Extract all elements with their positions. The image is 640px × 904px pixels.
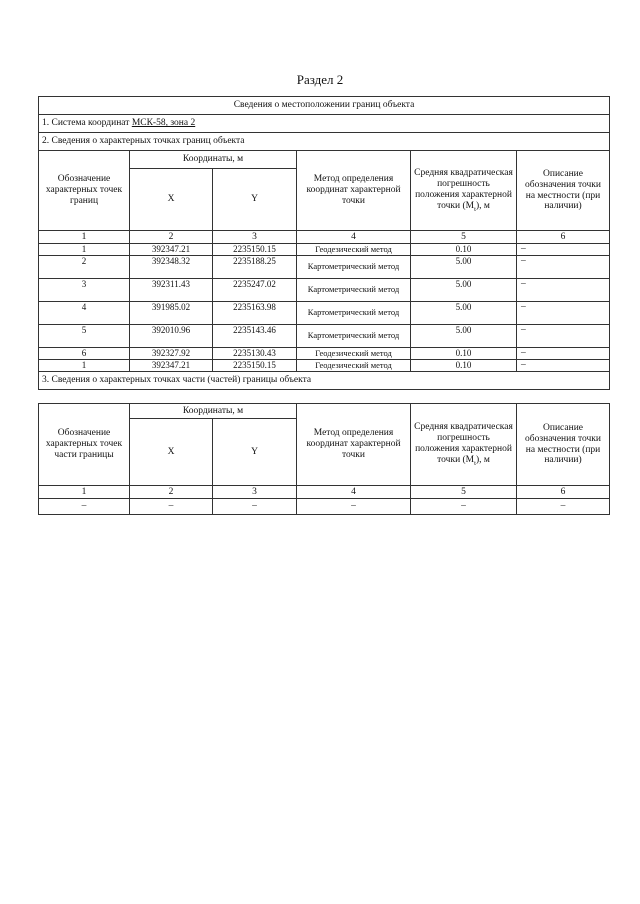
header-error — [411, 404, 517, 486]
point-error: 0.10 — [411, 360, 517, 372]
point-description: – — [517, 279, 610, 302]
point-method: Геодезический метод — [297, 360, 411, 372]
column-number: 5 — [411, 486, 517, 499]
point-error: 5.00 — [411, 325, 517, 348]
table-caption: Сведения о местоположении границ объекта — [39, 97, 610, 115]
header-designation: Обозначение характерных точек части границы — [39, 404, 130, 486]
header-x: X — [130, 169, 213, 231]
header-error-text: Средняя квадратическая погрешность положения характерной точки (M — [414, 167, 513, 211]
point-number: 3 — [39, 279, 130, 302]
point-y: 2235130.43 — [213, 348, 297, 360]
column-number: 2 — [130, 231, 213, 244]
point-y: 2235163.98 — [213, 302, 297, 325]
point-number: 1 — [39, 244, 130, 256]
point-x: 392311.43 — [130, 279, 213, 302]
point-x: 392327.92 — [130, 348, 213, 360]
point-method: Картометрический метод — [297, 256, 411, 279]
section-3-heading: 3. Сведения о характерных точках части (частей) границы объекта — [39, 372, 610, 390]
column-number: 4 — [297, 231, 411, 244]
point-error: 5.00 — [411, 302, 517, 325]
point-number: 5 — [39, 325, 130, 348]
header-coordinates: Координаты, м — [130, 404, 297, 419]
header-error-tail: ), м — [475, 200, 490, 211]
point-description: – — [517, 244, 610, 256]
empty-cell: – — [130, 499, 213, 515]
table-row — [39, 348, 610, 360]
header-designation: Обозначение характерных точек границ — [39, 151, 130, 231]
point-error: 0.10 — [411, 244, 517, 256]
table-row — [39, 325, 610, 348]
point-method: Геодезический метод — [297, 348, 411, 360]
section-2-heading: 2. Сведения о характерных точках границ объекта — [39, 133, 610, 151]
column-number-row — [39, 486, 610, 499]
coordinate-system-value: МСК-58, зона 2 — [131, 118, 196, 129]
point-description: – — [517, 302, 610, 325]
column-number: 6 — [517, 486, 610, 499]
header-coordinates: Координаты, м — [130, 151, 297, 169]
point-x: 392347.21 — [130, 244, 213, 256]
point-error: 5.00 — [411, 256, 517, 279]
point-error: 5.00 — [411, 279, 517, 302]
header-y: Y — [213, 169, 297, 231]
column-number: 3 — [213, 231, 297, 244]
column-number: 6 — [517, 231, 610, 244]
coordinate-system-label: 1. Система координат — [42, 118, 132, 129]
point-y: 2235150.15 — [213, 244, 297, 256]
empty-cell: – — [297, 499, 411, 515]
point-number: 2 — [39, 256, 130, 279]
point-y: 2235247.02 — [213, 279, 297, 302]
column-number: 5 — [411, 231, 517, 244]
point-number: 6 — [39, 348, 130, 360]
boundary-table — [38, 96, 610, 390]
point-x: 392348.32 — [130, 256, 213, 279]
table-row — [39, 302, 610, 325]
boundary-part-table — [38, 403, 610, 515]
table-row — [39, 499, 610, 515]
table-row — [39, 256, 610, 279]
empty-cell: – — [411, 499, 517, 515]
point-description: – — [517, 360, 610, 372]
column-number: 1 — [39, 486, 130, 499]
empty-cell: – — [39, 499, 130, 515]
point-number: 4 — [39, 302, 130, 325]
point-y: 2235150.15 — [213, 360, 297, 372]
empty-cell: – — [517, 499, 610, 515]
point-method: Картометрический метод — [297, 325, 411, 348]
point-x: 392347.21 — [130, 360, 213, 372]
column-number: 2 — [130, 486, 213, 499]
column-number: 1 — [39, 231, 130, 244]
header-error-tail: ), м — [475, 454, 490, 465]
point-number: 1 — [39, 360, 130, 372]
table-row — [39, 279, 610, 302]
table-row — [39, 360, 610, 372]
header-error-text: Средняя квадратическая погрешность положения характерной точки (M — [414, 421, 513, 465]
header-error-sub: t — [474, 459, 476, 467]
point-error: 0.10 — [411, 348, 517, 360]
column-number-row — [39, 231, 610, 244]
point-method: Картометрический метод — [297, 279, 411, 302]
column-number: 3 — [213, 486, 297, 499]
point-description: – — [517, 348, 610, 360]
header-description: Описание обозначения точки на местности (при наличии) — [517, 404, 610, 486]
point-description: – — [517, 256, 610, 279]
coordinate-system-row — [39, 115, 610, 133]
header-y: Y — [213, 419, 297, 486]
column-number: 4 — [297, 486, 411, 499]
point-x: 391985.02 — [130, 302, 213, 325]
header-method: Метод определения координат характерной точки — [297, 404, 411, 486]
header-error — [411, 151, 517, 231]
empty-cell: – — [213, 499, 297, 515]
point-method: Геодезический метод — [297, 244, 411, 256]
header-method: Метод определения координат характерной точки — [297, 151, 411, 231]
point-x: 392010.96 — [130, 325, 213, 348]
table-row — [39, 244, 610, 256]
point-y: 2235143.46 — [213, 325, 297, 348]
header-description: Описание обозначения точки на местности (при наличии) — [517, 151, 610, 231]
header-error-sub: t — [474, 205, 476, 213]
page-title: Раздел 2 — [296, 72, 344, 87]
header-x: X — [130, 419, 213, 486]
point-method: Картометрический метод — [297, 302, 411, 325]
point-y: 2235188.25 — [213, 256, 297, 279]
point-description: – — [517, 325, 610, 348]
